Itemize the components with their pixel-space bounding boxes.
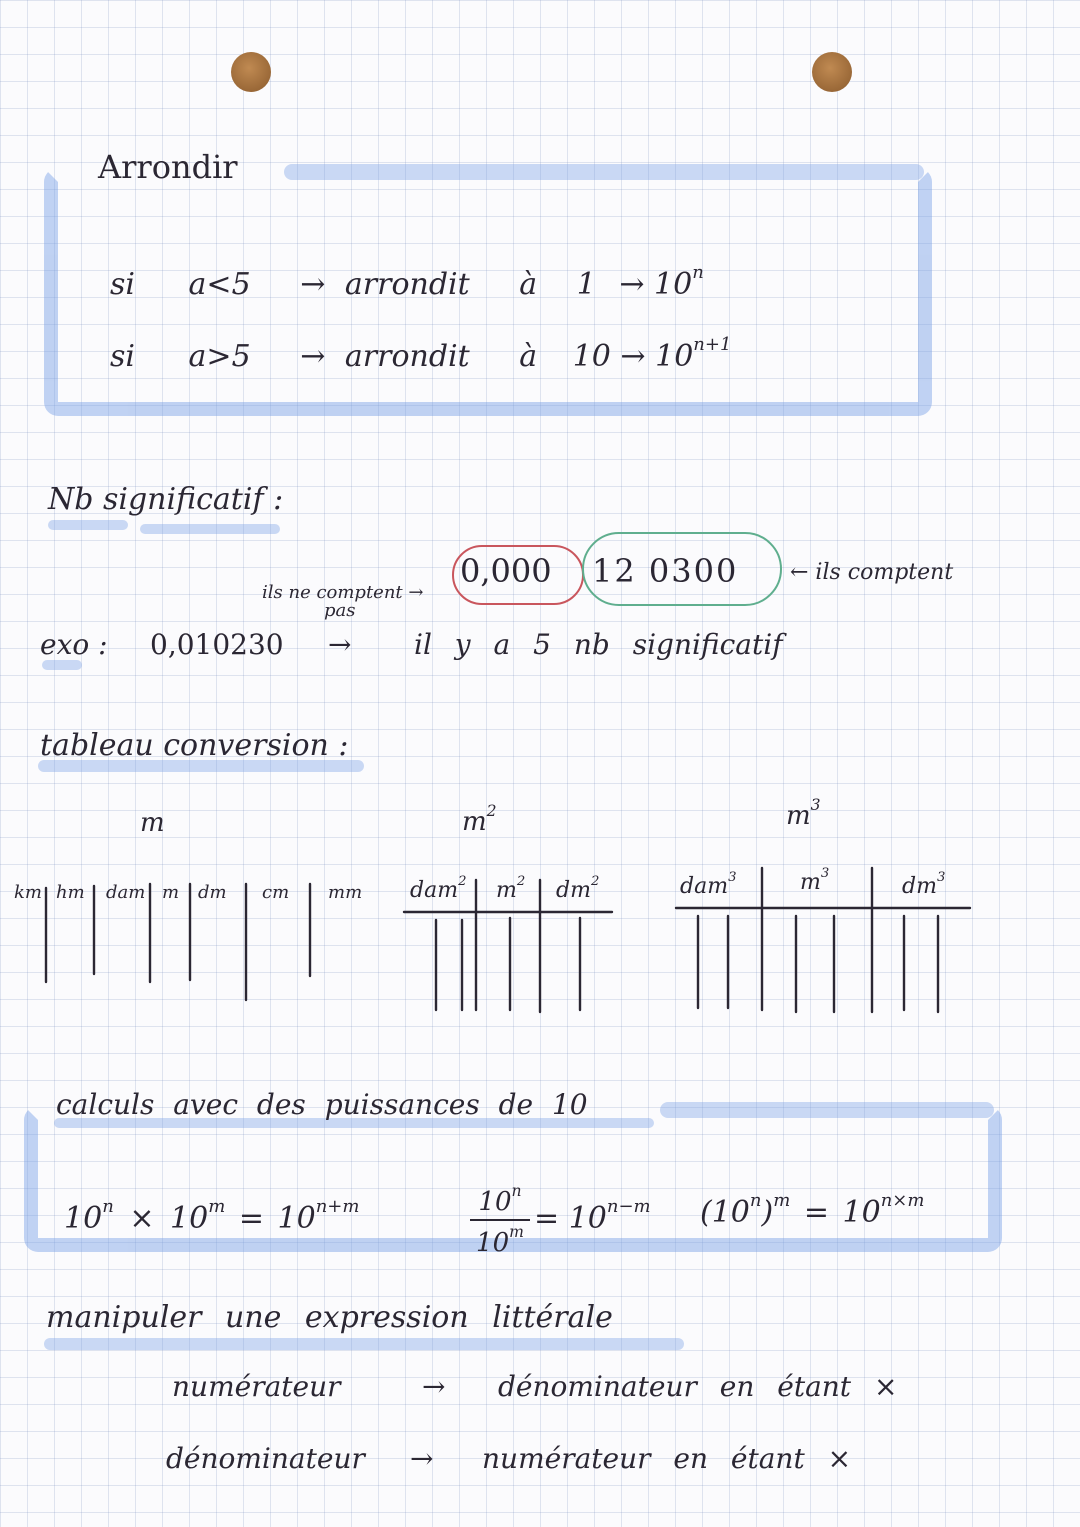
col-m: m	[162, 882, 180, 903]
col-km: km	[14, 882, 42, 903]
col-dm: dm	[198, 882, 227, 903]
manip-row-1-left: numérateur	[172, 1370, 341, 1403]
note-not-count: ils ne comptent →	[262, 582, 424, 603]
significatif-underline-2	[140, 524, 280, 534]
note-not-count-2: pas	[324, 600, 356, 621]
a-label: à	[519, 339, 538, 375]
manip-row-2-left: dénominateur	[166, 1442, 365, 1475]
arrondir-line-2	[110, 334, 731, 374]
col-dm3: $dm^3$	[902, 870, 946, 899]
col-m3: $m^3$	[800, 866, 830, 895]
arrondir-title: Arrondir	[98, 148, 238, 186]
manip-row-1-arrow: →	[422, 1370, 446, 1403]
col-dam2: dam$^2$	[410, 874, 467, 903]
col-dm2: $dm^2$	[556, 874, 600, 903]
manipuler-underline	[44, 1338, 684, 1350]
power-base: 10	[654, 267, 693, 303]
formula-power: $(10^n)^m = 10^{n\times m}$	[700, 1190, 925, 1231]
text: arrondit	[344, 339, 470, 375]
si-label: si	[110, 267, 135, 303]
m2-header: $m^2$	[462, 802, 497, 838]
calculs-title-line	[660, 1102, 994, 1118]
col-mm: mm	[328, 882, 363, 903]
manip-row-2-right: numérateur en étant ×	[482, 1442, 852, 1475]
significatif-title: Nb significatif :	[48, 482, 284, 517]
si-label: si	[110, 339, 135, 375]
number-left: 0,000	[460, 552, 552, 590]
col-m2: $m^2$	[496, 874, 526, 903]
significatif-underline	[48, 520, 128, 530]
col-cm: cm	[262, 882, 290, 903]
a-label: à	[519, 267, 538, 303]
tableau-title: tableau conversion :	[40, 728, 349, 763]
number-right: 12 0300	[592, 552, 739, 590]
formula-product: $10^n \times 10^m = 10^{n+m}$	[64, 1196, 360, 1237]
col-hm: hm	[56, 882, 85, 903]
calculs-title: calculs avec des puissances de 10	[56, 1088, 588, 1121]
binder-hole-left	[231, 52, 271, 92]
condition: a<5	[188, 267, 251, 303]
text: arrondit	[344, 267, 470, 303]
power-exp: n+1	[693, 334, 732, 355]
exo-label: exo :	[40, 628, 108, 661]
col-dam: dam	[106, 882, 146, 903]
arrow: →	[300, 267, 326, 303]
power-exp: n	[692, 262, 704, 283]
manip-row-2-arrow: →	[410, 1442, 434, 1475]
arrow: →	[619, 267, 645, 303]
power-base: 10	[655, 339, 694, 375]
arrondir-title-line	[284, 164, 924, 180]
arrow: →	[620, 339, 646, 375]
exo-result: il y a 5 nb significatif	[414, 628, 783, 661]
value: 1	[576, 267, 596, 303]
formula-quotient-result: = $10^{n-m}$	[534, 1196, 651, 1237]
binder-hole-right	[812, 52, 852, 92]
m-header: m	[140, 808, 165, 838]
value: 10	[572, 339, 611, 375]
col-dam3: dam$^3$	[680, 870, 737, 899]
m3-header: $m^3$	[786, 796, 821, 832]
manipuler-title: manipuler une expression littérale	[46, 1300, 613, 1335]
exo-number: 0,010230	[150, 628, 284, 661]
exo-underline	[42, 660, 82, 670]
arrow: →	[300, 339, 326, 375]
note-count: ← ils comptent	[790, 560, 954, 585]
arrondir-line-1	[110, 262, 704, 302]
exo-arrow: →	[328, 628, 352, 661]
manip-row-1-right: dénominateur en étant ×	[498, 1370, 898, 1403]
condition: a>5	[188, 339, 251, 375]
formula-quotient-fraction: 10$^n$ 10$^m$	[470, 1182, 530, 1258]
